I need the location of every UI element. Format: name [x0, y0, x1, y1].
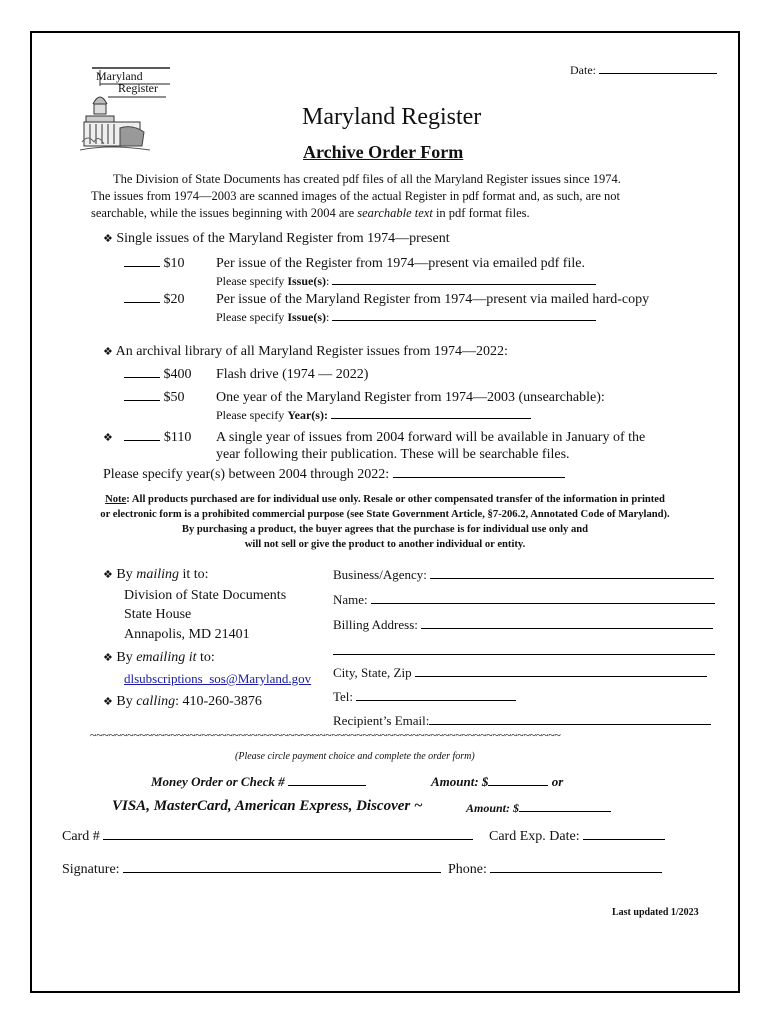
- tel-line[interactable]: [356, 690, 516, 701]
- call-method: ❖ By calling: 410-260-3876: [103, 694, 262, 709]
- single-option-10[interactable]: $10: [124, 256, 185, 272]
- billing-line[interactable]: [421, 618, 713, 629]
- quantity-line[interactable]: [124, 367, 160, 378]
- amount-line[interactable]: [488, 775, 548, 786]
- billing-line-2[interactable]: [333, 643, 715, 655]
- quantity-line[interactable]: [124, 430, 160, 441]
- single-issues-heading: ❖ Single issues of the Maryland Register from 1974—present: [103, 231, 450, 246]
- name-field[interactable]: Name:: [333, 592, 715, 608]
- recipient-email-line[interactable]: [429, 714, 711, 725]
- phone-line[interactable]: [490, 862, 662, 873]
- option-description: Per issue of the Maryland Register from 1974—present via mailed hard-copy: [216, 292, 650, 307]
- option-description: Per issue of the Register from 1974—present via emailed pdf file.: [216, 256, 585, 271]
- years-line[interactable]: [393, 467, 565, 478]
- issue-line[interactable]: [332, 274, 596, 285]
- business-field[interactable]: Business/Agency:: [333, 567, 714, 583]
- last-updated: Last updated 1/2023: [612, 907, 699, 918]
- logo-text-maryland: Maryland: [96, 69, 143, 83]
- name-line[interactable]: [371, 593, 715, 604]
- issue-line[interactable]: [332, 310, 596, 321]
- option-description: A single year of issues from 2004 forward will be available in January of the: [216, 430, 646, 445]
- intro-line: searchable, while the issues beginning with 2004 are searchable text in pdf format files.: [91, 206, 530, 220]
- check-number-line[interactable]: [288, 775, 366, 786]
- maryland-register-logo: [80, 64, 172, 154]
- billing-field[interactable]: Billing Address:: [333, 617, 713, 633]
- year-spec[interactable]: Please specify Year(s):: [216, 408, 531, 423]
- card-number-line[interactable]: [103, 829, 473, 840]
- card-exp-line[interactable]: [583, 829, 665, 840]
- logo-text-register: Register: [118, 81, 158, 95]
- years-spec[interactable]: Please specify year(s) between 2004 through 2022:: [103, 467, 565, 483]
- note-line: By purchasing a product, the buyer agrees that the purchase is for individual use only and: [181, 524, 589, 535]
- date-label: Date:: [570, 63, 596, 77]
- single-option-20[interactable]: $20: [124, 292, 185, 308]
- archive-option-110[interactable]: ❖ $110: [103, 430, 192, 445]
- page-title: Maryland Register: [302, 104, 482, 130]
- quantity-line[interactable]: [124, 390, 160, 401]
- email-link[interactable]: dlsubscriptions_sos@Maryland.gov: [124, 671, 312, 686]
- option-description: Flash drive (1974 — 2022): [216, 367, 369, 382]
- email-method: ❖ By emailing it to:: [103, 650, 215, 665]
- intro-line: The issues from 1974—2003 are scanned images of the actual Register in pdf format and, as such, are not: [91, 189, 621, 203]
- diamond-bullet-icon: ❖: [103, 651, 113, 664]
- archive-option-50[interactable]: $50: [124, 390, 185, 406]
- signature-line[interactable]: [123, 862, 441, 873]
- signature-field[interactable]: Signature:: [62, 862, 441, 878]
- intro-line: The Division of State Documents has created pdf files of all the Maryland Register issues since 1974.: [113, 172, 621, 186]
- card-amount-line[interactable]: [519, 801, 611, 812]
- mail-method: ❖ By mailing it to:: [103, 567, 209, 582]
- form-subtitle: Archive Order Form: [303, 142, 464, 162]
- mailing-address-line: State House: [124, 607, 192, 622]
- card-types[interactable]: VISA, MasterCard, American Express, Discover ~: [112, 798, 423, 814]
- money-order-field[interactable]: Money Order or Check #: [151, 774, 366, 790]
- mailing-address-line: Division of State Documents: [124, 588, 287, 603]
- note-line: Note: All products purchased are for individual use only. Resale or other compensated transfer of the information in printed: [105, 494, 665, 505]
- card-amount-field[interactable]: Amount: $: [466, 801, 611, 816]
- diamond-bullet-icon: ❖: [103, 568, 113, 581]
- card-number-field[interactable]: Card #: [62, 829, 473, 845]
- quantity-line[interactable]: [124, 256, 160, 267]
- mailing-address-line: Annapolis, MD 21401: [124, 627, 250, 642]
- recipient-email-field[interactable]: Recipient’s Email:: [333, 713, 711, 729]
- option-description: One year of the Maryland Register from 1974—2003 (unsearchable):: [216, 390, 605, 405]
- phone-field[interactable]: Phone:: [448, 862, 662, 878]
- payment-instruction: (Please circle payment choice and complete the order form): [235, 751, 475, 762]
- amount-field[interactable]: Amount: $ or: [431, 774, 564, 789]
- archive-option-400[interactable]: $400: [124, 367, 192, 383]
- diamond-bullet-icon: ❖: [103, 345, 113, 358]
- option-description: year following their publication. These will be searchable files.: [216, 447, 570, 462]
- diamond-bullet-icon: ❖: [103, 695, 113, 708]
- quantity-line[interactable]: [124, 292, 160, 303]
- city-line[interactable]: [415, 666, 707, 677]
- issue-spec[interactable]: Please specify Issue(s):: [216, 310, 596, 325]
- tilde-divider: ~~~~~~~~~~~~~~~~~~~~~~~~~~~~~~~~~~~~~~~~~~~~~~~~~~~~~~~~~~~~~~~~~~~~~~~~~~~~: [90, 728, 561, 742]
- tel-field[interactable]: Tel:: [333, 689, 516, 705]
- year-line[interactable]: [331, 408, 531, 419]
- business-line[interactable]: [430, 568, 714, 579]
- card-exp-field[interactable]: Card Exp. Date:: [489, 829, 665, 845]
- date-line[interactable]: [599, 63, 717, 74]
- city-field[interactable]: City, State, Zip: [333, 665, 707, 681]
- archive-heading: ❖ An archival library of all Maryland Register issues from 1974—2022:: [103, 344, 508, 359]
- note-line: or electronic form is a prohibited commercial purpose (see State Government Article, §7-206.2, Annotated Code of Maryland).: [100, 509, 670, 520]
- issue-spec[interactable]: Please specify Issue(s):: [216, 274, 596, 289]
- diamond-bullet-icon: ❖: [103, 232, 113, 245]
- note-line: will not sell or give the product to another individual or entity.: [244, 539, 526, 550]
- diamond-bullet-icon: ❖: [103, 431, 113, 444]
- date-field[interactable]: [570, 63, 717, 78]
